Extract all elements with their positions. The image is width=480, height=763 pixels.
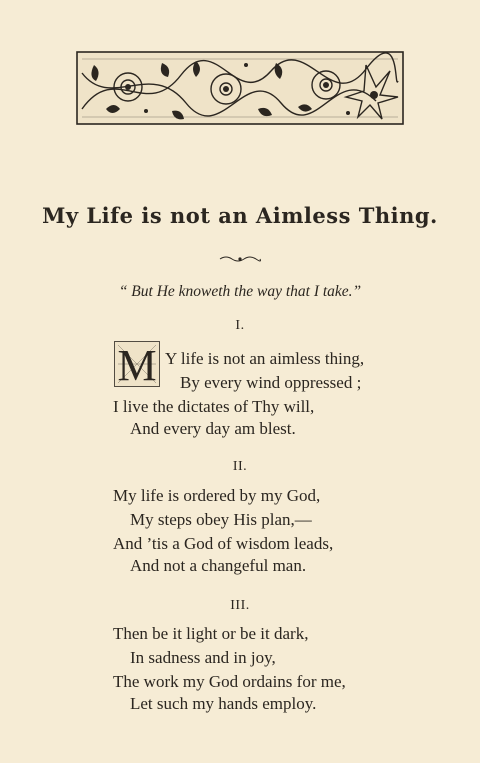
stanza-3-line-2: In sadness and in joy, bbox=[130, 648, 276, 667]
stanza-1-line-1: Y life is not an aimless thing, bbox=[165, 349, 365, 368]
drop-cap-initial bbox=[114, 341, 160, 387]
stanza-1-line-3: I live the dictates of Thy will, bbox=[113, 397, 315, 416]
poem-title: My Life is not an Aimless Thing. bbox=[42, 203, 438, 228]
stanza-3-line-1: Then be it light or be it dark, bbox=[113, 624, 309, 643]
flourish-divider-icon bbox=[218, 251, 262, 261]
stanza-2-line-4: And not a changeful man. bbox=[130, 556, 307, 575]
stanza-2-line-1: My life is ordered by my God, bbox=[113, 486, 321, 505]
stanza-1-line-4: And every day am blest. bbox=[130, 419, 296, 438]
stanza-3-line-4: Let such my hands employ. bbox=[130, 694, 317, 713]
floral-headpiece-icon bbox=[76, 51, 404, 125]
stanza-3-line-3: The work my God ordains for me, bbox=[113, 672, 346, 691]
stanza-2-line-2: My steps obey His plan,— bbox=[130, 510, 312, 529]
drop-cap-letter: M bbox=[117, 341, 157, 387]
stanza-3-numeral: III. bbox=[230, 598, 250, 613]
stanza-2-line-3: And ’tis a God of wisdom leads, bbox=[113, 534, 334, 553]
stanza-1-numeral: I. bbox=[235, 318, 245, 333]
epigraph: “ But He knoweth the way that I take.” bbox=[118, 283, 362, 300]
stanza-1-line-2: By every wind oppressed ; bbox=[180, 373, 362, 392]
stanza-2-numeral: II. bbox=[232, 459, 248, 474]
